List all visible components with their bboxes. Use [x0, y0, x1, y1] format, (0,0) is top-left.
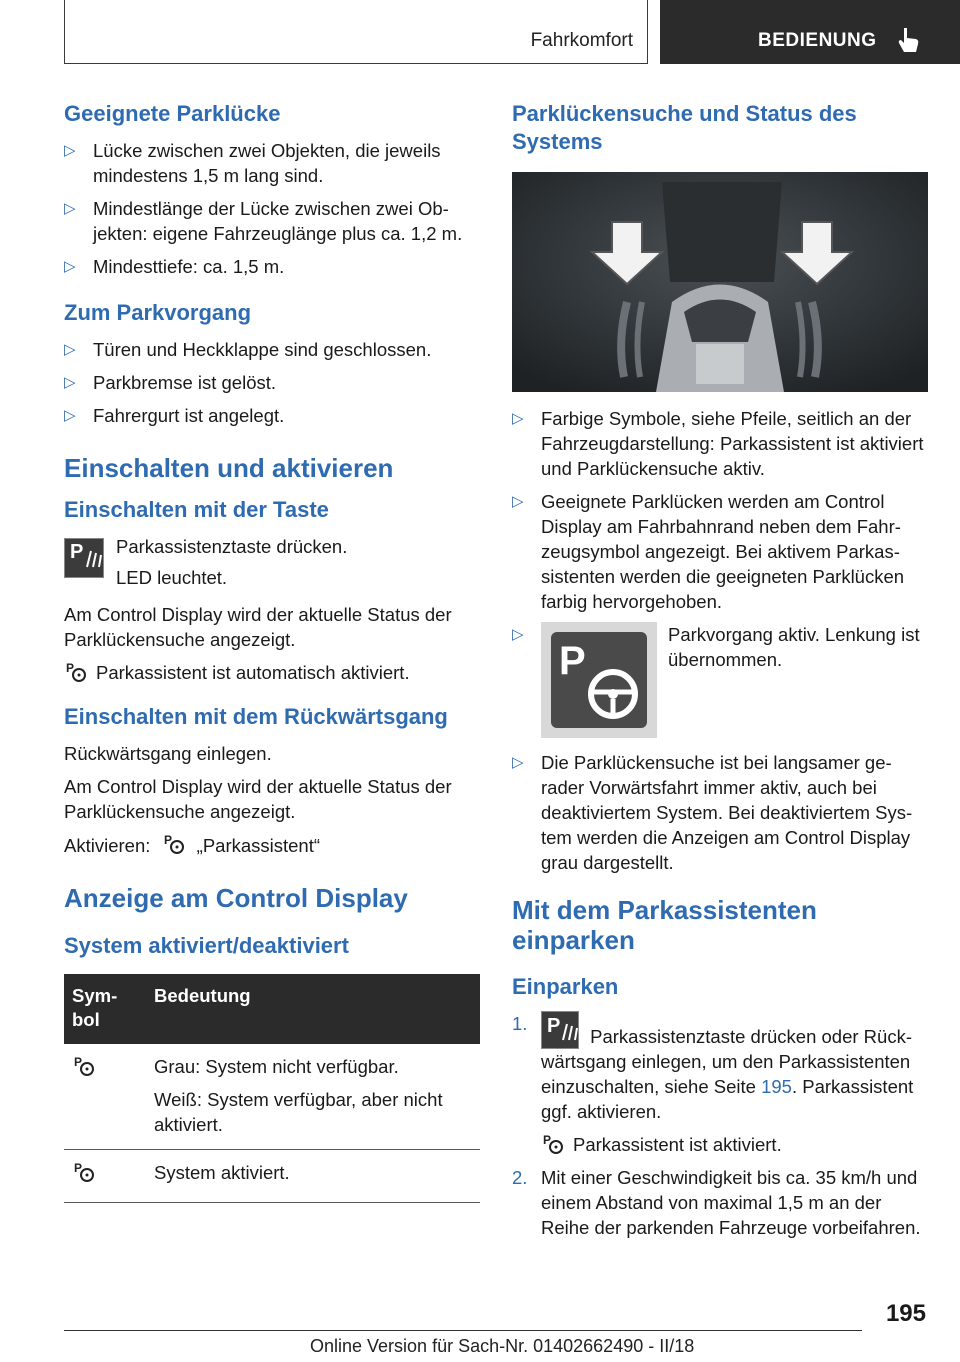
parking-assist-button-icon: P: [541, 1011, 579, 1049]
system-title: System aktiviert/deaktiviert: [64, 933, 349, 958]
anzeige-title: Anzeige am Control Display: [64, 883, 408, 913]
left-column: [64, 100, 480, 1203]
svg-text:P: P: [163, 833, 172, 847]
steering-wheel-parking-icon: [541, 622, 657, 738]
rueck-p1: Rückwärtsgang einlegen.: [64, 743, 272, 764]
parking-assistant-icon: [72, 1054, 96, 1078]
taste-para: Am Control Display wird der aktuelle Status der Parklückensuche angezeigt.: [64, 604, 452, 650]
list-item: ▷ P Parkvorgang aktiv. Lenkung ist übernommen.: [512, 622, 928, 742]
list-item: ▷ Mindesttiefe: ca. 1,5 m.: [64, 256, 285, 277]
geeignete-list: [64, 138, 480, 279]
suche-title: Parklückensuche und Status des Systems: [512, 101, 857, 154]
geeignete-title: Geeignete Parklücke: [64, 101, 281, 126]
triangle-bullet-icon: ▷: [512, 493, 524, 510]
svg-text:P: P: [66, 661, 75, 675]
parking-assistant-icon: [64, 660, 88, 684]
triangle-bullet-icon: ▷: [512, 754, 524, 771]
footer-text: Online Version für Sach-Nr. 01402662490 - II/18: [310, 1336, 695, 1356]
taste-line2: LED leuchtet.: [116, 567, 228, 588]
table-header-meaning: Bedeutung: [146, 974, 480, 1044]
status-table: [64, 974, 480, 1203]
triangle-bullet-icon: ▷: [64, 341, 76, 358]
parking-assistant-active-icon: [72, 1160, 96, 1184]
triangle-bullet-icon: ▷: [64, 142, 76, 159]
footer-divider: [64, 1330, 862, 1331]
list-item: 1. P Parkassistenztaste drücken oder Rückwärtsgang einlegen, um den Parkassistenten einzuschalten, siehe Seite 195. Parkassistent ggf. aktivieren. P Parkassistent ist aktiviert.: [512, 1011, 928, 1157]
header-chapter-box: [660, 0, 960, 64]
rueck-title: Einschalten mit dem Rückwärtsgang: [64, 704, 448, 729]
triangle-bullet-icon: ▷: [64, 200, 76, 217]
table-row: P Grau: System nicht verfügbar. Weiß: System verfügbar, aber nicht aktiviert.: [64, 1044, 480, 1150]
triangle-bullet-icon: ▷: [64, 258, 76, 275]
page-number: 195: [885, 1300, 926, 1327]
taste-block: [64, 534, 480, 594]
triangle-bullet-icon: ▷: [64, 407, 76, 424]
table-header-symbol: Symbol: [64, 974, 146, 1044]
svg-text:P: P: [543, 1133, 552, 1147]
einschalten-title: Einschalten und aktivieren: [64, 453, 394, 483]
header-section: Fahrkomfort: [530, 30, 633, 51]
step1-sub-row: P Parkassistent ist aktiviert.: [543, 1133, 782, 1155]
taste-title: Einschalten mit der Taste: [64, 497, 329, 522]
table-row: P System aktiviert.: [64, 1150, 480, 1203]
list-item: ▷ Geeignete Parklücken werden am Control Display am Fahrbahnrand neben dem Fahrzeugsymbol angezeigt. Bei aktivem Parkassistenten werden die geeigneten Parklücken farbig hervorgehoben.: [512, 491, 905, 612]
list-item: 2. Mit einer Geschwindigkeit bis ca. 35 km/h und einem Abstand von maximal 1,5 m an der Reihe der parkenden Fahrzeuge vorbeifahren.: [512, 1167, 921, 1238]
rueck-aktiv-row: Aktivieren: P „Parkassistent“: [64, 833, 321, 856]
einparken-title: Mit dem Parkassistenten einparken: [512, 895, 817, 955]
parking-assist-button-icon: P: [64, 538, 104, 578]
parkvorgang-title: Zum Parkvorgang: [64, 300, 252, 325]
parking-assistant-icon: [541, 1132, 565, 1156]
header-section-box: [64, 0, 648, 64]
triangle-bullet-icon: ▷: [512, 410, 524, 427]
page-link[interactable]: 195: [761, 1076, 792, 1097]
list-item: ▷ Fahrergurt ist angelegt.: [64, 405, 285, 426]
list-item: ▷ Farbige Symbole, siehe Pfeile, seitlich an der Fahrzeugdarstellung: Parkassistent ist aktiviert und Parklückensuche aktiv.: [512, 408, 924, 479]
svg-text:P: P: [74, 1055, 83, 1069]
list-item: ▷ Die Parklückensuche ist bei langsamer gerader Vorwärtsfahrt immer aktiv, auch bei deaktiviertem System. Bei deaktiviertem System werden die Anzeigen am Control Display grau dargestellt.: [512, 752, 913, 873]
taste-auto-row: P Parkassistent ist automatisch aktiviert.: [66, 661, 410, 683]
einparken-subtitle: Einparken: [512, 974, 619, 999]
status-list: [512, 406, 928, 875]
right-column: [512, 100, 928, 1248]
svg-text:P: P: [559, 639, 586, 683]
parkvorgang-list: [64, 337, 480, 428]
parking-assistant-icon: [162, 832, 186, 856]
triangle-bullet-icon: ▷: [512, 626, 524, 643]
svg-text:P: P: [74, 1161, 83, 1175]
header-chapter: BEDIENUNG: [758, 30, 877, 51]
taste-line1: Parkassistenztaste drücken.: [116, 536, 348, 557]
list-item: ▷ Lücke zwischen zwei Objekten, die jeweils mindestens 1,5 m lang sind.: [64, 140, 441, 186]
control-display-image: [512, 172, 928, 392]
triangle-bullet-icon: ▷: [64, 374, 76, 391]
einparken-steps: [512, 1011, 928, 1240]
list-item: ▷ Mindestlänge der Lücke zwischen zwei Objekten: eigene Fahrzeuglänge plus ca. 1,2 m.: [64, 198, 463, 244]
list-item: ▷ Türen und Heckklappe sind geschlossen.: [64, 339, 432, 360]
list-item: ▷ Parkbremse ist gelöst.: [64, 372, 277, 393]
hand-pointer-icon: [896, 26, 922, 54]
rueck-p2: Am Control Display wird der aktuelle Status der Parklückensuche angezeigt.: [64, 776, 452, 822]
